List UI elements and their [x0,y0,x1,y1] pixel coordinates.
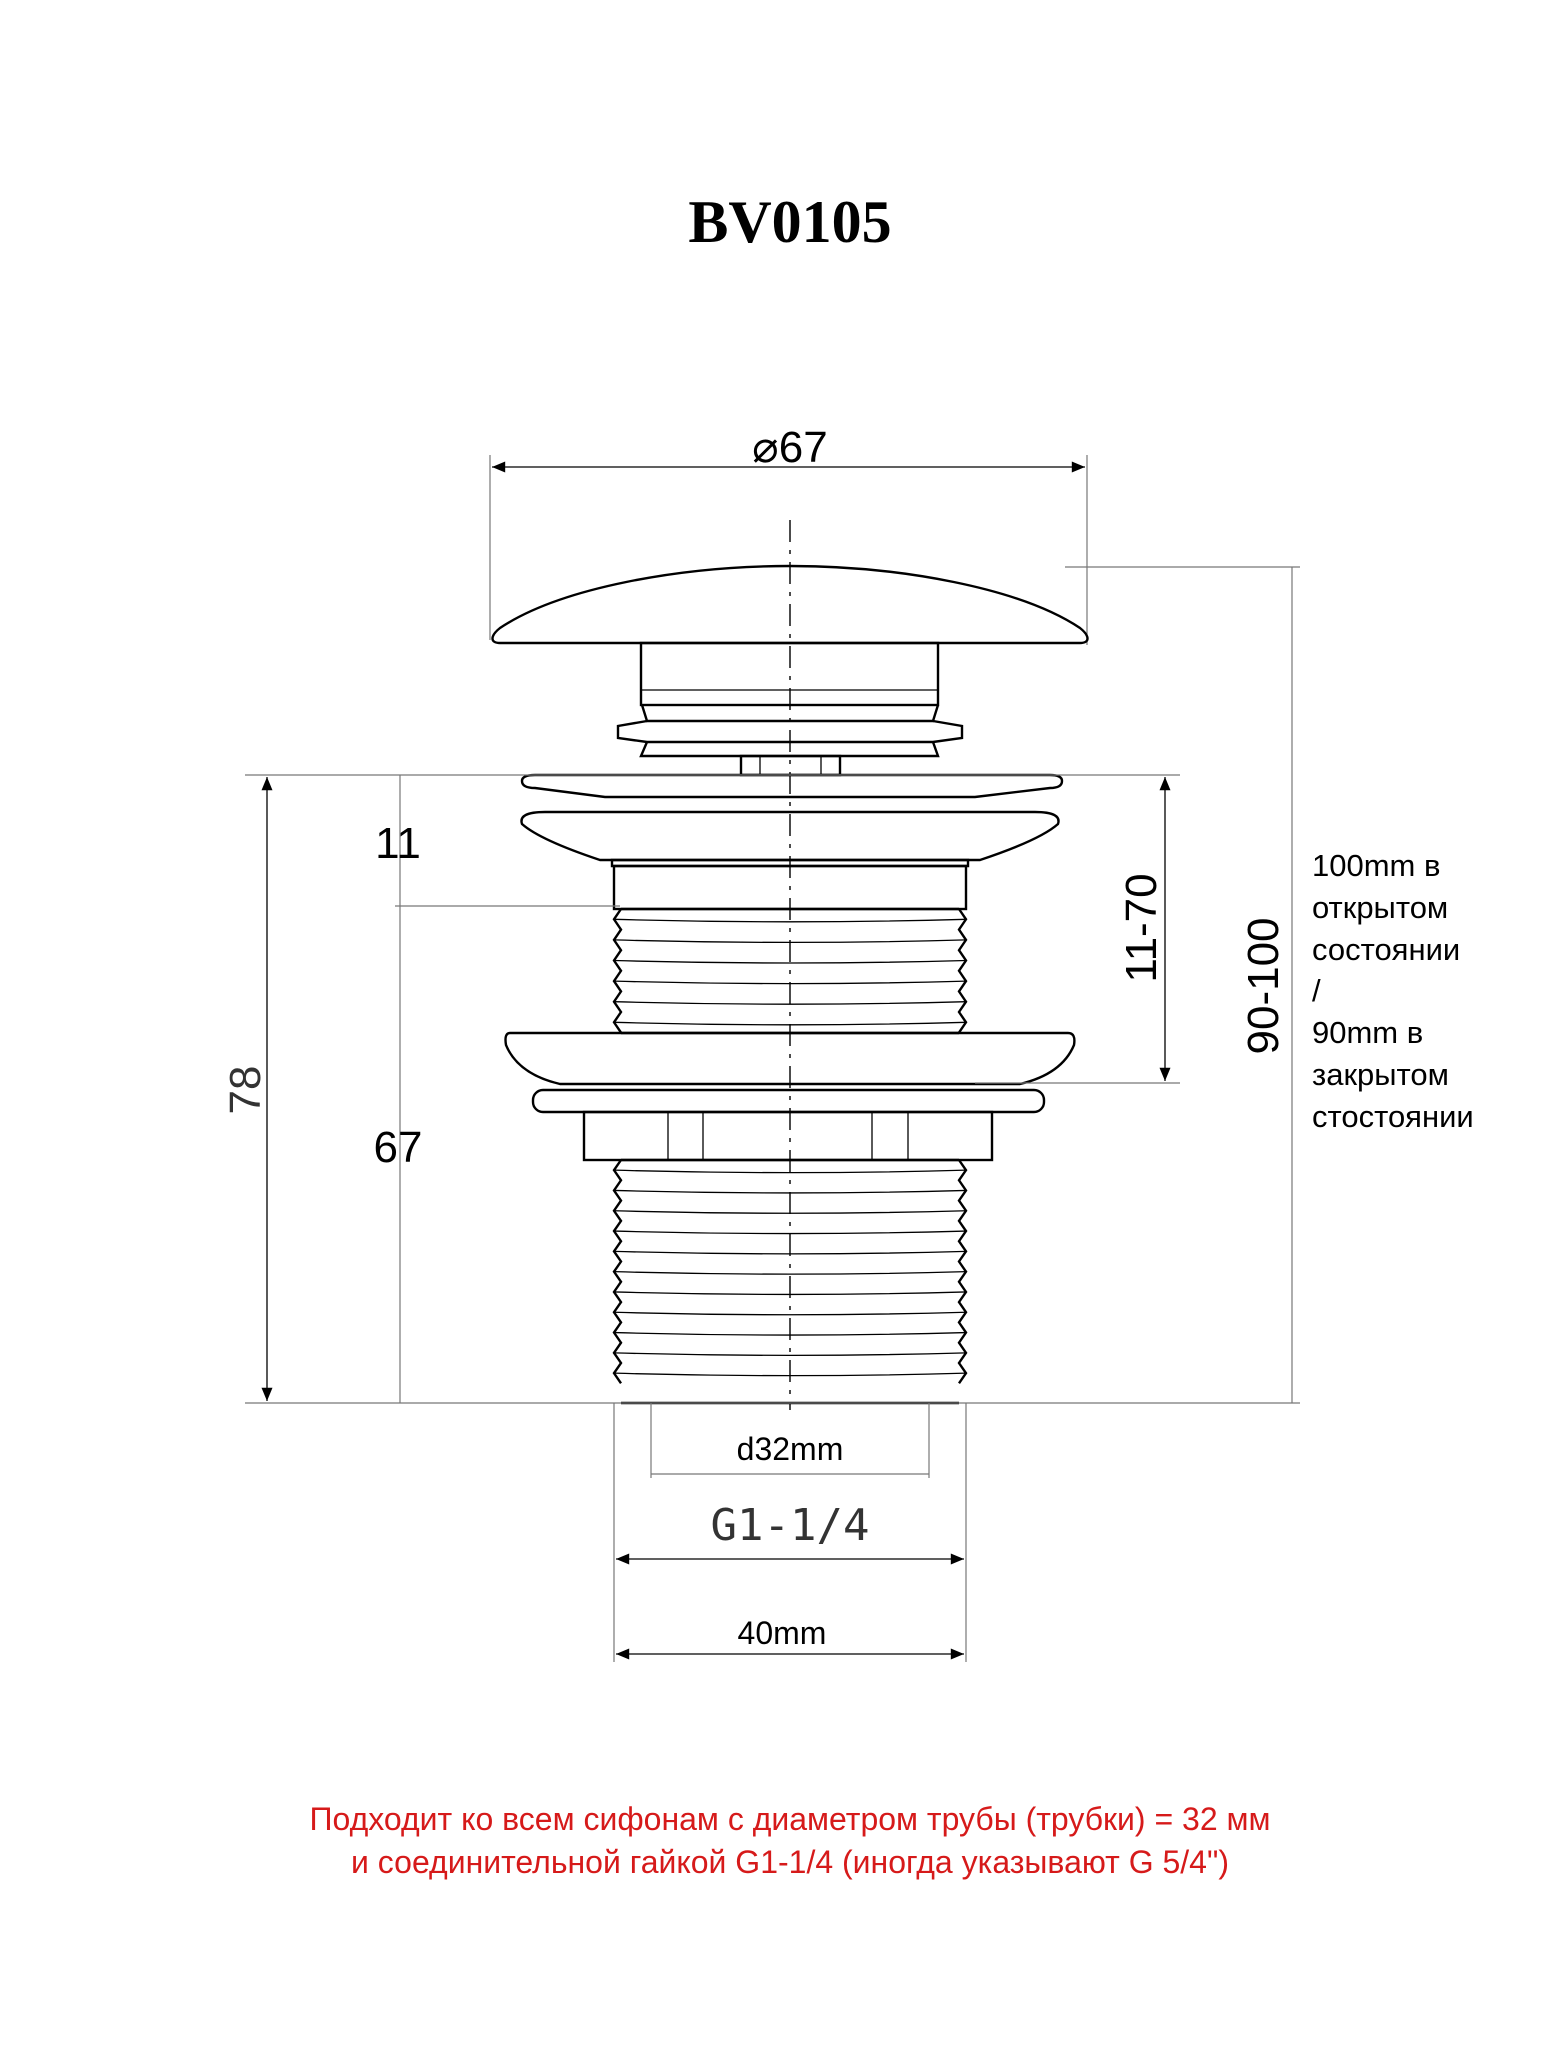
side-note-line: открытом [1312,890,1449,925]
side-note-line: 90mm в [1312,1015,1424,1050]
seal-plate [522,775,1062,797]
thread-edge [959,909,966,1033]
compatibility-note [309,1801,1270,1880]
gasket-ring [533,1090,1044,1112]
pipe-diameter-value: d32mm [736,1431,844,1467]
side-note-line: 100mm в [1312,848,1441,883]
total-height-dimension [221,777,270,1401]
thread-crest [614,1231,966,1234]
thread-edge [614,909,621,1033]
height-side-note [1312,848,1474,1134]
locking-nut [584,1112,992,1160]
thread-crest [614,1190,966,1193]
thread-crest [614,1353,966,1356]
thread-length-value: 67 [373,1123,423,1172]
side-note-line: состоянии [1312,932,1461,967]
total-height-value: 78 [221,1065,270,1115]
thread-crest [614,1312,966,1315]
extension-lines [245,567,1300,1403]
flange-height-value: 11 [375,819,421,868]
diameter-symbol: ⌀ [752,423,779,472]
thread-spec-value: G1-1/4 [710,1500,870,1551]
side-note-line: закрытом [1312,1057,1449,1092]
thread-crest [614,1272,966,1275]
side-note-line: стостоянии [1312,1099,1474,1134]
flange-thread-dimension [374,775,423,1403]
cap-diameter-value: 67 [778,423,828,472]
side-note-line: / [1312,973,1321,1008]
adjust-range-dimension [1117,777,1166,1081]
outer-width-value: 40mm [737,1615,827,1651]
svg-text:⌀67 [752,423,827,472]
compatibility-note-line-2: и соединительной гайкой G1-1/4 (иногда указывают G 5/4") [351,1844,1229,1880]
open-close-height-dimension [1239,567,1292,1403]
adjust-range-value: 11-70 [1117,873,1166,983]
bottom-dimensions [614,1403,966,1662]
compatibility-note-line-1: Подходит ко всем сифонам с диаметром трубы (трубки) = 32 мм [309,1801,1271,1837]
model-title: BV0105 [688,189,892,255]
open-close-height-value: 90-100 [1239,917,1288,1055]
cap-diameter-dimension [490,423,1087,645]
thread-crest [614,1022,966,1025]
